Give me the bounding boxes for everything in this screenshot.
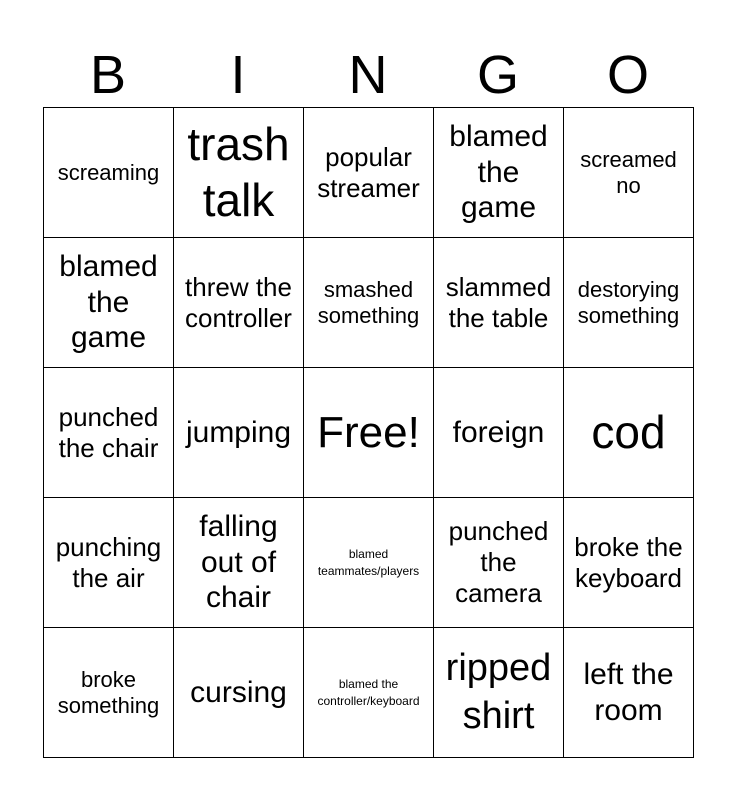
header-letter-b: B <box>89 45 127 105</box>
header-letter-g: G <box>476 45 519 105</box>
header-letter-i: I <box>230 45 246 105</box>
bingo-cell[interactable]: smashed something <box>304 238 434 368</box>
bingo-cell[interactable]: ripped shirt <box>434 628 564 758</box>
bingo-cell[interactable]: punched the chair <box>44 368 174 498</box>
bingo-row <box>44 628 694 758</box>
bingo-cell[interactable]: broke something <box>44 628 174 758</box>
bingo-cell[interactable]: punching the air <box>44 498 174 628</box>
bingo-cell[interactable]: threw the controller <box>174 238 304 368</box>
bingo-grid <box>43 107 694 758</box>
bingo-cell[interactable]: blamed the game <box>44 238 174 368</box>
bingo-row <box>44 238 694 368</box>
free-space-cell[interactable]: Free! <box>304 368 434 498</box>
bingo-cell[interactable]: trash talk <box>174 108 304 238</box>
bingo-row <box>44 498 694 628</box>
bingo-cell[interactable]: slammed the table <box>434 238 564 368</box>
header-letter-o: O <box>606 45 649 105</box>
bingo-cell[interactable]: blamed the controller/keyboard <box>304 628 434 758</box>
bingo-cell[interactable]: jumping <box>174 368 304 498</box>
bingo-header <box>43 42 693 108</box>
bingo-cell[interactable]: blamed teammates/players <box>304 498 434 628</box>
bingo-cell[interactable]: screaming <box>44 108 174 238</box>
bingo-cell[interactable]: popular streamer <box>304 108 434 238</box>
bingo-cell[interactable]: foreign <box>434 368 564 498</box>
bingo-cell[interactable]: broke the keyboard <box>564 498 694 628</box>
bingo-cell[interactable]: punched the camera <box>434 498 564 628</box>
bingo-cell[interactable]: blamed the game <box>434 108 564 238</box>
bingo-row <box>44 368 694 498</box>
bingo-cell[interactable]: falling out of chair <box>174 498 304 628</box>
bingo-cell[interactable]: cod <box>564 368 694 498</box>
header-letter-n: N <box>348 45 388 105</box>
bingo-cell[interactable]: cursing <box>174 628 304 758</box>
bingo-cell[interactable]: screamed no <box>564 108 694 238</box>
bingo-cell[interactable]: left the room <box>564 628 694 758</box>
bingo-row <box>44 108 694 238</box>
bingo-cell[interactable]: destorying something <box>564 238 694 368</box>
